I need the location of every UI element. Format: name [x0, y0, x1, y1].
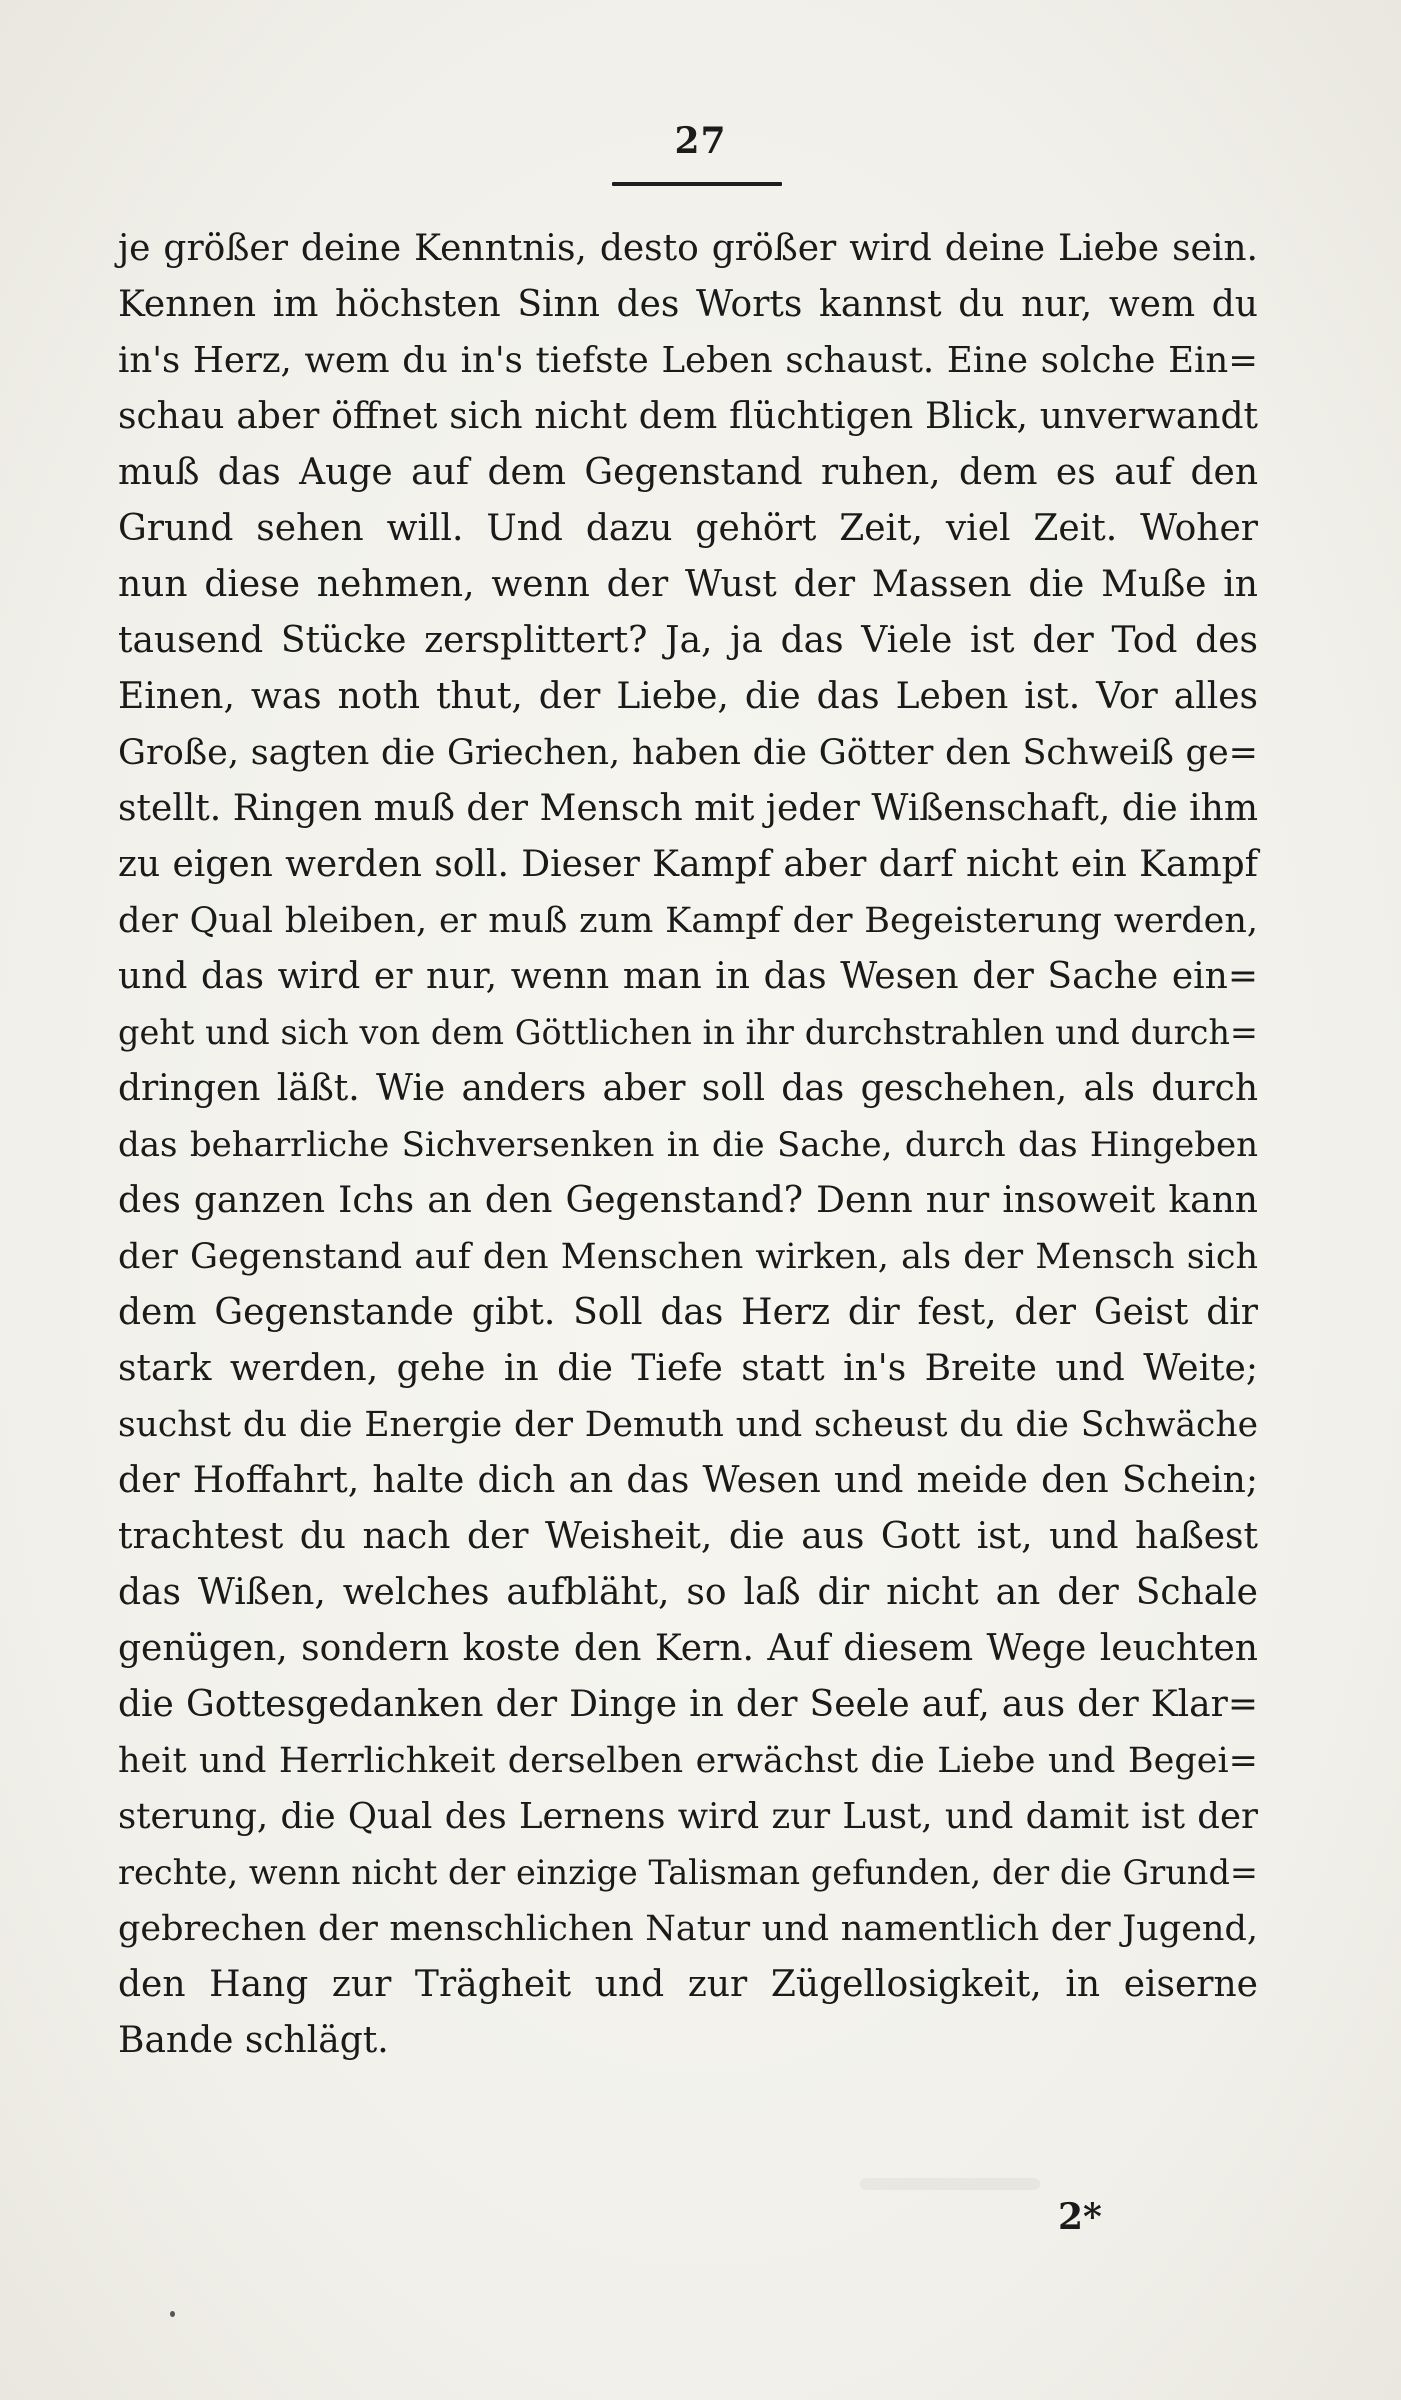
text-line: gebrechen der menschlichen Natur und namentlich der Jugend,: [118, 1909, 1258, 1949]
text-line: Kennen im höchsten Sinn des Worts kannst du nur, wem du: [118, 284, 1258, 325]
signature-mark: 2*: [1058, 2196, 1102, 2238]
text-line: dringen läßt. Wie anders aber soll das geschehen, als durch: [118, 1068, 1258, 1109]
page-number: 27: [674, 120, 727, 162]
text-line: rechte, wenn nicht der einzige Talisman gefunden, der die Grund=: [118, 1853, 1258, 1892]
text-line: der Hoffahrt, halte dich an das Wesen und meide den Schein;: [118, 1460, 1258, 1501]
text-line: geht und sich von dem Göttlichen in ihr durchstrahlen und durch=: [118, 1013, 1258, 1052]
text-line: dem Gegenstande gibt. Soll das Herz dir fest, der Geist dir: [118, 1292, 1258, 1333]
text-line: schau aber öffnet sich nicht dem flüchtigen Blick, unverwandt: [118, 396, 1258, 437]
text-line: genügen, sondern koste den Kern. Auf diesem Wege leuchten: [118, 1628, 1258, 1669]
text-line: der Qual bleiben, er muß zum Kampf der Begeisterung werden,: [118, 901, 1258, 941]
text-line: in's Herz, wem du in's tiefste Leben schaust. Eine solche Ein=: [118, 340, 1258, 381]
header-rule: [612, 182, 782, 186]
text-line: sterung, die Qual des Lernens wird zur Lust, und damit ist der: [118, 1796, 1258, 1837]
text-line: stark werden, gehe in die Tiefe statt in's Breite und Weite;: [118, 1348, 1258, 1389]
text-line: Große, sagten die Griechen, haben die Götter den Schweiß ge=: [118, 733, 1258, 773]
text-line: Bande schlägt.: [118, 2020, 389, 2061]
text-line: das beharrliche Sichversenken in die Sache, durch das Hingeben: [118, 1125, 1258, 1165]
text-line: den Hang zur Trägheit und zur Zügellosigkeit, in eiserne: [118, 1964, 1258, 2005]
text-line: zu eigen werden soll. Dieser Kampf aber darf nicht ein Kampf: [118, 844, 1258, 885]
text-line: der Gegenstand auf den Menschen wirken, als der Mensch sich: [118, 1237, 1258, 1277]
text-line: muß das Auge auf dem Gegenstand ruhen, dem es auf den: [118, 452, 1258, 493]
text-line: das Wißen, welches aufbläht, so laß dir nicht an der Schale: [118, 1572, 1258, 1613]
text-line: trachtest du nach der Weisheit, die aus Gott ist, und haßest: [118, 1516, 1258, 1557]
text-line: Einen, was noth thut, der Liebe, die das Leben ist. Vor alles: [118, 676, 1258, 717]
body-text: [118, 221, 1258, 2069]
text-line: die Gottesgedanken der Dinge in der Seele auf, aus der Klar=: [118, 1684, 1258, 1725]
text-line: und das wird er nur, wenn man in das Wesen der Sache ein=: [118, 956, 1258, 997]
page-header: [0, 120, 1401, 162]
text-line: tausend Stücke zersplittert? Ja, ja das Viele ist der Tod des: [118, 620, 1258, 661]
text-line: suchst du die Energie der Demuth und scheust du die Schwäche: [118, 1405, 1258, 1445]
show-through-smudge: [860, 2178, 1040, 2190]
text-line: Grund sehen will. Und dazu gehört Zeit, viel Zeit. Woher: [118, 508, 1258, 549]
text-line: je größer deine Kenntnis, desto größer wird deine Liebe sein.: [118, 228, 1258, 269]
text-line: stellt. Ringen muß der Mensch mit jeder Wißenschaft, die ihm: [118, 788, 1258, 829]
text-line: des ganzen Ichs an den Gegenstand? Denn nur insoweit kann: [118, 1180, 1258, 1221]
paper-speck: [170, 2311, 175, 2317]
text-line: heit und Herrlichkeit derselben erwächst die Liebe und Begei=: [118, 1741, 1258, 1781]
text-line: nun diese nehmen, wenn der Wust der Massen die Muße in: [118, 564, 1258, 605]
